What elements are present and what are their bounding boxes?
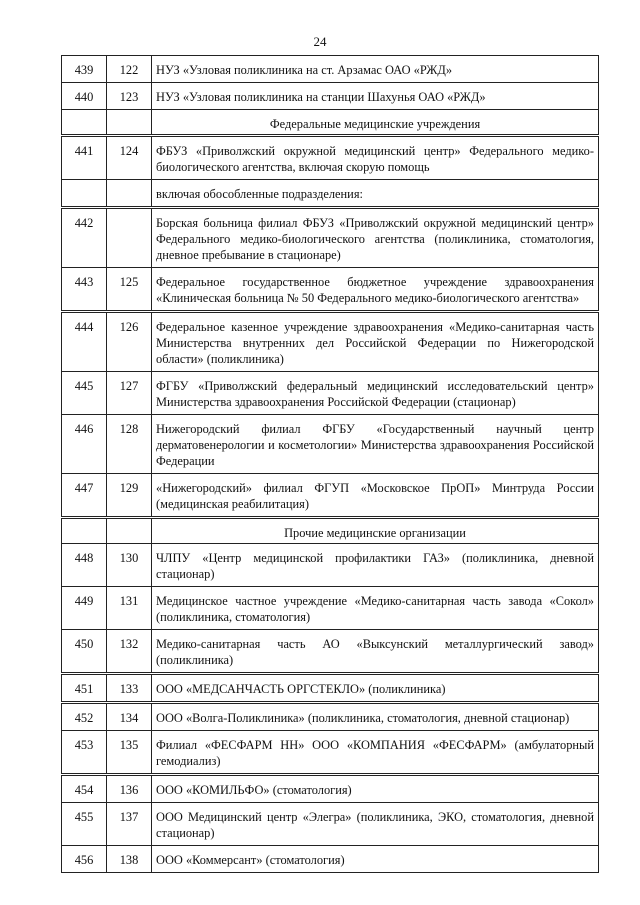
table-row (62, 136, 599, 180)
section-title: Прочие медицинские организации (152, 518, 599, 544)
row-number: 450 (62, 630, 107, 674)
table-row (62, 83, 599, 110)
row-number: 441 (62, 136, 107, 180)
row-number: 454 (62, 775, 107, 803)
organization-name: Федеральное казенное учреждение здравоохранения «Медико-санитарная часть Министерства внутренних дел Российской Федерации по Нижегородской области» (поликлиника) (152, 312, 599, 372)
organization-name: ООО «Волга-Поликлиника» (поликлиника, стоматология, дневной стационар) (152, 703, 599, 731)
row-number: 440 (62, 83, 107, 110)
row-subnumber: 133 (107, 674, 152, 703)
section-empty-cell (107, 518, 152, 544)
organization-name: Федеральное государственное бюджетное учреждение здравоохранения «Клиническая больница № 50 Федерального медико-биологического агентства» (152, 268, 599, 312)
organization-name: Борская больница филиал ФБУЗ «Приволжский окружной медицинский центр» Федерального медико-биологического агентства (поликлиника, стоматология, дневное пребывание в стационаре) (152, 208, 599, 268)
table-row (62, 587, 599, 630)
table-row (62, 731, 599, 775)
table-row (62, 703, 599, 731)
organization-name: ООО Медицинский центр «Элегра» (поликлиника, ЭКО, стоматология, дневной стационар) (152, 803, 599, 846)
organization-name: Медико-санитарная часть АО «Выксунский металлургический завод» (поликлиника) (152, 630, 599, 674)
organization-name: «Нижегородский» филиал ФГУП «Московское ПрОП» Минтруда России (медицинская реабилитация) (152, 474, 599, 518)
table-row (62, 372, 599, 415)
organization-name: ФБУЗ «Приволжский окружной медицинский центр» Федерального медико-биологического агентства, включая скорую помощь (152, 136, 599, 180)
organization-name: НУЗ «Узловая поликлиника на ст. Арзамас ОАО «РЖД» (152, 56, 599, 83)
organization-name: включая обособленные подразделения: (152, 180, 599, 208)
row-subnumber: 127 (107, 372, 152, 415)
row-number: 447 (62, 474, 107, 518)
organization-name: Филиал «ФЕСФАРМ НН» ООО «КОМПАНИЯ «ФЕСФАРМ» (амбулаторный гемодиализ) (152, 731, 599, 775)
row-number: 444 (62, 312, 107, 372)
row-subnumber: 126 (107, 312, 152, 372)
table-row (62, 312, 599, 372)
row-number: 445 (62, 372, 107, 415)
section-empty-cell (62, 110, 107, 136)
row-subnumber: 135 (107, 731, 152, 775)
table-row (62, 56, 599, 83)
row-number (62, 180, 107, 208)
row-subnumber: 138 (107, 846, 152, 873)
row-subnumber: 122 (107, 56, 152, 83)
organization-name: ЧЛПУ «Центр медицинской профилактики ГАЗ» (поликлиника, дневной стационар) (152, 544, 599, 587)
row-number: 442 (62, 208, 107, 268)
row-subnumber: 124 (107, 136, 152, 180)
section-title: Федеральные медицинские учреждения (152, 110, 599, 136)
table-row (62, 630, 599, 674)
row-subnumber: 134 (107, 703, 152, 731)
table-row (62, 474, 599, 518)
table-row (62, 180, 599, 208)
row-number: 455 (62, 803, 107, 846)
row-number: 453 (62, 731, 107, 775)
table-row (62, 803, 599, 846)
organization-name: Нижегородский филиал ФГБУ «Государственный научный центр дерматовенерологии и косметологии» Министерства здравоохранения Российской Федерации (152, 415, 599, 474)
table-row (62, 674, 599, 703)
row-number: 456 (62, 846, 107, 873)
table-row (62, 846, 599, 873)
row-subnumber (107, 180, 152, 208)
row-subnumber: 131 (107, 587, 152, 630)
row-number: 452 (62, 703, 107, 731)
section-header-row (62, 110, 599, 136)
organizations-table-body (62, 56, 599, 873)
section-header-row (62, 518, 599, 544)
row-number: 451 (62, 674, 107, 703)
row-number: 449 (62, 587, 107, 630)
organization-name: ООО «МЕДСАНЧАСТЬ ОРГСТЕКЛО» (поликлиника) (152, 674, 599, 703)
row-subnumber: 136 (107, 775, 152, 803)
organizations-table (61, 55, 599, 873)
section-empty-cell (107, 110, 152, 136)
table-row (62, 415, 599, 474)
page-number: 24 (313, 34, 327, 49)
row-number: 448 (62, 544, 107, 587)
organization-name: НУЗ «Узловая поликлиника на станции Шахунья ОАО «РЖД» (152, 83, 599, 110)
row-subnumber: 123 (107, 83, 152, 110)
table-row (62, 268, 599, 312)
row-subnumber: 129 (107, 474, 152, 518)
row-subnumber (107, 208, 152, 268)
row-subnumber: 125 (107, 268, 152, 312)
table-row (62, 775, 599, 803)
row-number: 443 (62, 268, 107, 312)
row-number: 446 (62, 415, 107, 474)
organization-name: ООО «Коммерсант» (стоматология) (152, 846, 599, 873)
organization-name: Медицинское частное учреждение «Медико-санитарная часть завода «Сокол» (поликлиника, стоматология) (152, 587, 599, 630)
table-row (62, 544, 599, 587)
section-empty-cell (62, 518, 107, 544)
organization-name: ООО «КОМИЛЬФО» (стоматология) (152, 775, 599, 803)
row-subnumber: 132 (107, 630, 152, 674)
table-row (62, 208, 599, 268)
row-subnumber: 128 (107, 415, 152, 474)
organization-name: ФГБУ «Приволжский федеральный медицинский исследовательский центр» Министерства здравоохранения Российской Федерации (стационар) (152, 372, 599, 415)
row-subnumber: 137 (107, 803, 152, 846)
row-number: 439 (62, 56, 107, 83)
row-subnumber: 130 (107, 544, 152, 587)
